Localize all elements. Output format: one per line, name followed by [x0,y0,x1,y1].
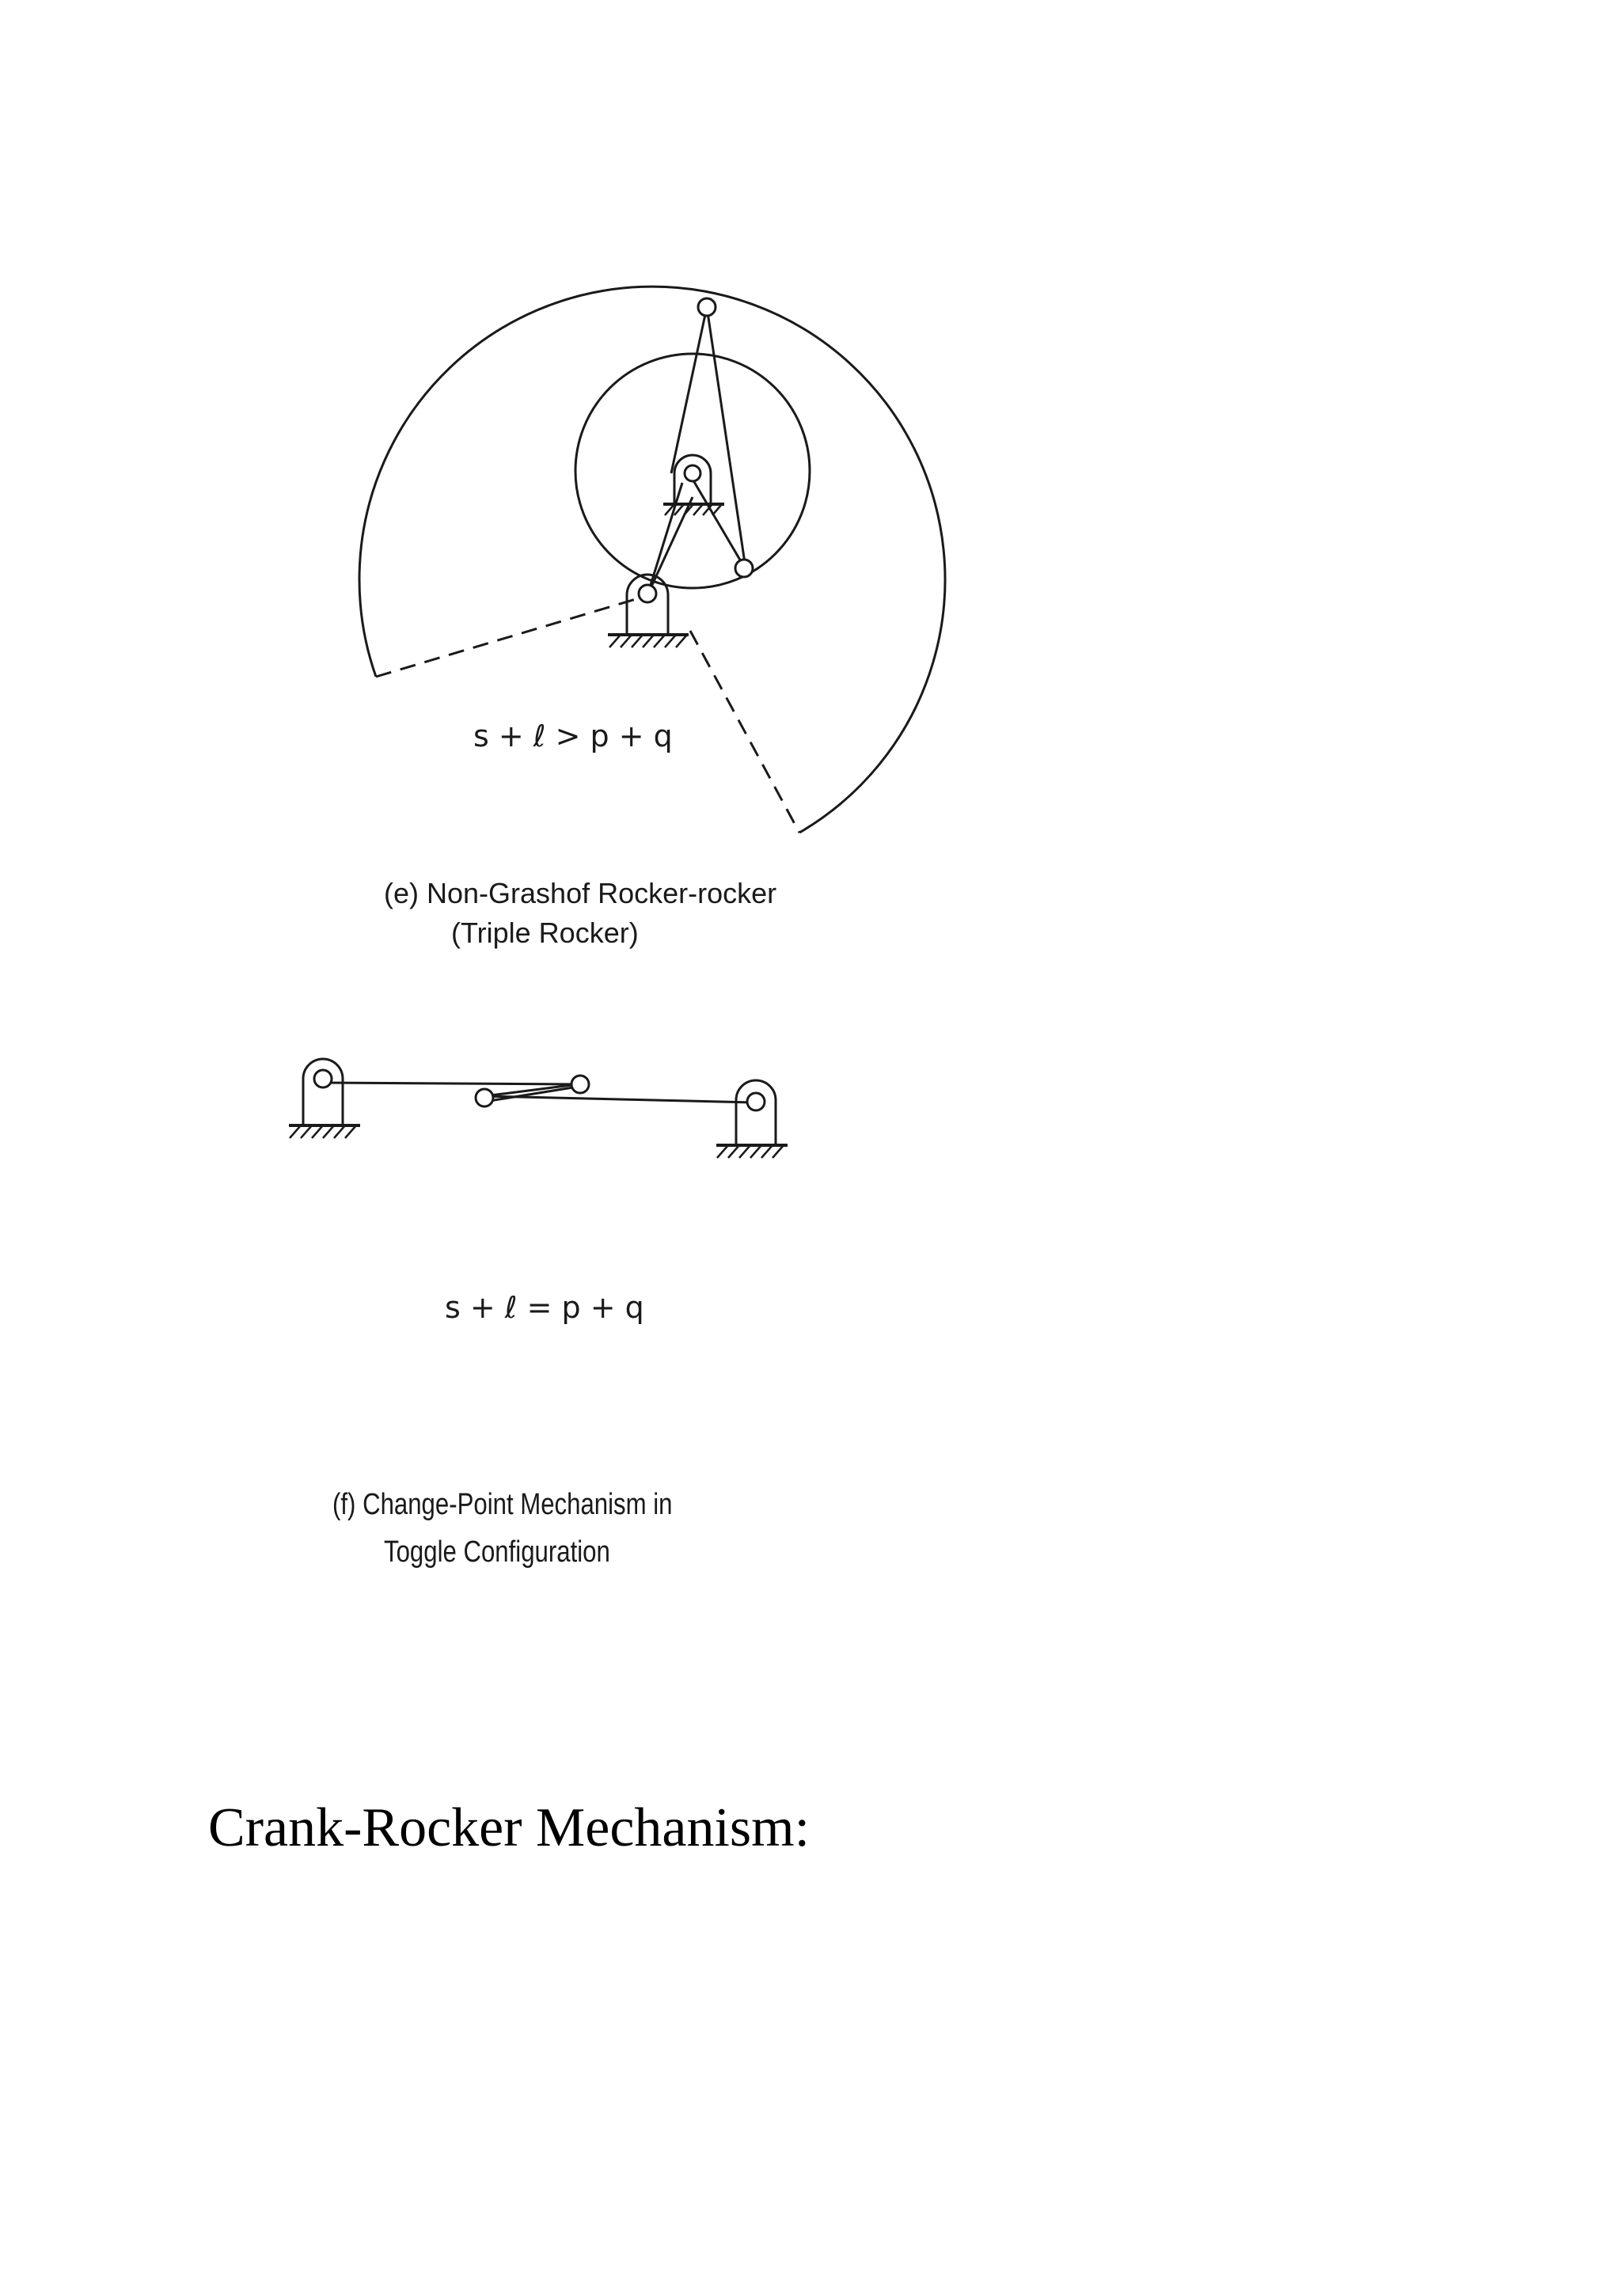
left-pivot-hatch [290,1125,356,1138]
section-heading: Crank-Rocker Mechanism: [208,1797,810,1858]
joint-right [735,560,753,577]
link-top-to-upper-pivot [671,307,707,473]
right-pivot-body [736,1080,776,1144]
joint-right-pivot [747,1093,765,1110]
joint-toggle-right [571,1076,589,1093]
figure-e-caption-line2: (Triple Rocker) [451,917,639,949]
link-upper-pivot-right [691,476,744,567]
link-lower-pivot [647,483,682,595]
figure-f-diagram [0,1013,1621,1187]
link-top-to-right-point [707,307,746,568]
joint-toggle-left [476,1089,493,1106]
joint-upper-pivot [685,465,700,481]
figure-f-caption-line1: (f) Change-Point Mechanism in [332,1488,673,1521]
figure-f-caption-line2: Toggle Configuration [384,1535,610,1569]
joint-lower-pivot [639,585,656,602]
figure-e-caption-line1: (e) Non-Grashof Rocker-rocker [384,877,777,909]
figure-e-diagram [0,0,1621,886]
right-pivot-hatch [717,1145,784,1158]
figure-e-formula: s + ℓ > p + q [473,719,673,753]
joint-left-pivot [314,1070,332,1087]
link-left [323,1083,578,1084]
left-pivot-body [303,1059,343,1124]
lower-pivot-hatch [609,635,687,647]
dashed-limit-left [376,598,641,677]
joint-top [698,298,716,316]
dashed-limit-right [690,631,799,833]
link-right [484,1096,754,1102]
figure-f-formula: s + ℓ = p + q [445,1290,644,1325]
